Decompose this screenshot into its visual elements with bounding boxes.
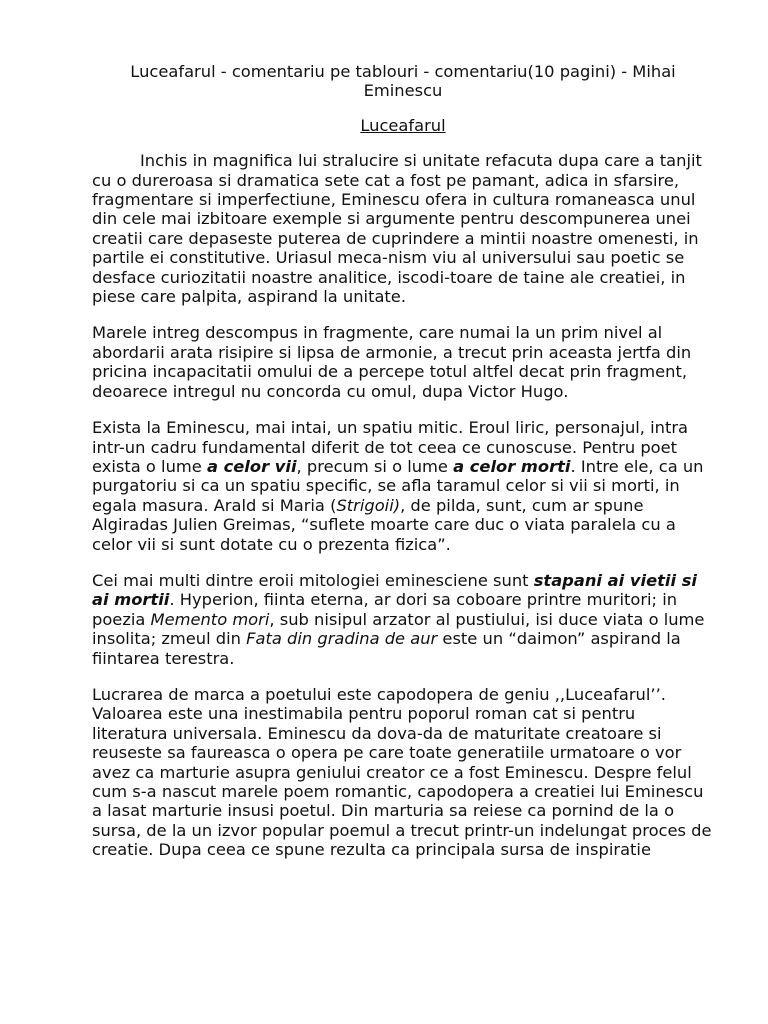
paragraph-4: [92, 571, 714, 668]
paragraph-3-text-2: , precum si o lume: [296, 456, 454, 476]
paragraph-4-italic-2: Fata din gradina de aur: [246, 629, 438, 649]
document-subtitle: Luceafarul: [360, 115, 446, 135]
paragraph-4-text-1: Cei mai multi dintre eroii mitologiei eminesciene sunt: [92, 570, 534, 590]
paragraph-2: Marele intreg descompus in fragmente, care numai la un prim nivel al abordarii arata risipire si lipsa de armonie, a trecut prin aceasta jertfa din pricina incapacitatii omului de a percepe totul altfel decat prin fragment, deoarece intregul nu concorda cu omul, dupa Victor Hugo.: [92, 323, 692, 401]
paragraph-3-text-3: . Intre ele, ca un purgatoriu si ca un spatiu specific, se afla taramul celor si vii si morti, in egala masura. Arald si Maria (: [92, 456, 704, 515]
paragraph-3-italic-1: Strigoii): [336, 495, 401, 515]
paragraph-4-text-3: , sub nisipul arzator al pustiului, isi duce viata o lume insolita; zmeul din: [92, 609, 705, 649]
paragraph-3: [92, 418, 714, 554]
paragraph-3-emphasis-1: a celor vii: [206, 456, 297, 476]
paragraph-4-text-2: . Hyperion, fiinta eterna, ar dori sa coboare printre muritori; in poezia: [92, 590, 678, 629]
paragraph-4-text-4: este un “daimon” aspirand la fiintarea terestra.: [92, 629, 681, 668]
paragraph-3-emphasis-2: a celor morti: [453, 456, 571, 476]
paragraph-3-text-1: Exista la Eminescu, mai intai, un spatiu mitic. Eroul liric, personajul, intra intr-un cadru fundamental diferit de tot ceea ce cunoscuse. Pentru poet exista o lume: [92, 418, 689, 476]
paragraph-5: Lucrarea de marca a poetului este capodopera de geniu ,,Luceafarul’’. Valoarea este una inestimabila pentru poporul roman cat si pentru literatura universala. Eminescu da dova-da de maturitate creatoare si reuseste sa faureasca o opera pe care toate generatiile urmatoare o vor avez ca marturie asupra geniului creator ce a fost Eminescu. Despre felul cum s-a nascut marele poem romantic, capodopera a creatiei lui Eminescu a lasat marturie insusi poetul. Din marturia sa reiese ca pornind de la o sursa, de la un izvor popular poemul a trecut printr-un indelungat proces de creatie. Dupa ceea ce spune rezulta ca principala sursa de inspiratie: [92, 684, 712, 860]
paragraph-3-text-4: , de pilda, sunt, cum ar spune Algiradas Julien Greimas, “suflete moarte care duc o viata paralela cu a celor vii si sunt dotate cu o prezenta fizica”.: [92, 495, 676, 554]
paragraph-4-italic-1: Memento mori: [150, 609, 270, 629]
document-title: Luceafarul - comentariu pe tablouri - comentariu(10 pagini) - Mihai Eminescu: [130, 62, 676, 101]
paragraph-4-emphasis-1: stapani ai vietii si ai mortii: [92, 570, 698, 610]
paragraph-1: Inchis in magnifica lui stralucire si unitate refacuta dupa care a tanjit cu o dureroasa si dramatica sete cat a fost pe pamant, adica in sfarsire, fragmentare si imperfectiune, Eminescu ofera in cultura romaneasca unul din cele mai izbitoare exemple si argumente pentru descompunerea unei creatii care depaseste puterea de cuprindere a mintii noastre omenesti, in partile ei constitutive. Uriasul meca-nism viu al universului sau poetic se desface curiozitatii noastre analitice, iscodi-toare de taine ale creatiei, in piese care palpita, aspirand la unitate.: [92, 151, 702, 307]
